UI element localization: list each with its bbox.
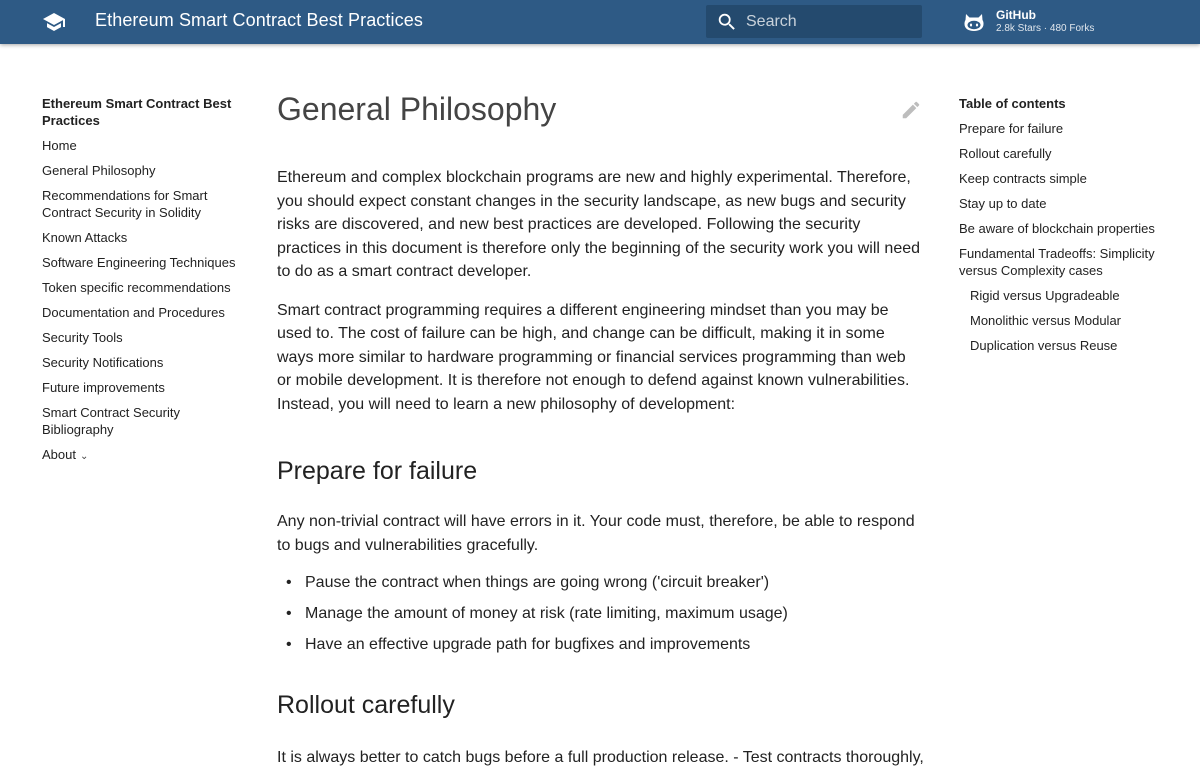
toc-subitem-duplication-vs-reuse[interactable]: Duplication versus Reuse bbox=[970, 338, 1118, 353]
toc-item-rollout-carefully[interactable]: Rollout carefully bbox=[959, 146, 1052, 161]
repo-name: GitHub bbox=[996, 8, 1036, 22]
sidebar-nav bbox=[42, 95, 247, 473]
intro-paragraph-1: Ethereum and complex blockchain programs are new and highly experimental. Therefore, you should expect constant changes in the security landscape, as new bugs and security risks are discovered, and new best practices are developed. Following the security practices in this document is therefore only the beginning of the security work you will need to do as a smart contract developer. bbox=[277, 169, 921, 280]
section-paragraph-prepare: Any non-trivial contract will have errors in it. Your code must, therefore, be able to respond to bugs and vulnerabilities gracefully. bbox=[277, 513, 915, 554]
section-heading-prepare-for-failure: Prepare for failure bbox=[277, 457, 478, 485]
school-icon[interactable] bbox=[42, 10, 66, 34]
toc-subitem-rigid-vs-upgradeable[interactable]: Rigid versus Upgradeable bbox=[970, 288, 1120, 303]
search-icon bbox=[716, 11, 738, 33]
nav-item-documentation[interactable]: Documentation and Procedures bbox=[42, 305, 225, 320]
nav-item-software-engineering[interactable]: Software Engineering Techniques bbox=[42, 255, 236, 270]
toc-item-prepare-for-failure[interactable]: Prepare for failure bbox=[959, 121, 1064, 136]
intro-paragraph-2: Smart contract programming requires a different engineering mindset than you may be used to. The cost of failure can be high, and change can be difficult, making it in some ways more similar to hardware programming or financial services programming than web or mobile development. It is therefore not enough to defend against known vulnerabilities. Instead, you will need to learn a new philosophy of development: bbox=[277, 301, 910, 413]
nav-item-known-attacks[interactable]: Known Attacks bbox=[42, 230, 128, 245]
search-box[interactable] bbox=[706, 5, 922, 38]
page-title: General Philosophy bbox=[277, 91, 557, 127]
toc-title: Table of contents bbox=[959, 96, 1066, 111]
list-item: • Pause the contract when things are going wrong ('circuit breaker') bbox=[277, 573, 922, 593]
toc-item-keep-contracts-simple[interactable]: Keep contracts simple bbox=[959, 171, 1087, 186]
github-repo-link[interactable] bbox=[960, 6, 1180, 38]
nav-item-general-philosophy[interactable]: General Philosophy bbox=[42, 163, 156, 178]
section-heading-rollout-carefully: Rollout carefully bbox=[277, 691, 455, 719]
nav-item-home[interactable]: Home bbox=[42, 138, 77, 153]
nav-item-about-label: About bbox=[42, 447, 76, 462]
nav-item-bibliography[interactable]: Smart Contract Security Bibliography bbox=[42, 405, 180, 437]
github-icon bbox=[962, 10, 986, 34]
repo-stats: 2.8k Stars · 480 Forks bbox=[996, 23, 1095, 34]
nav-item-security-notifications[interactable]: Security Notifications bbox=[42, 355, 164, 370]
section-paragraph-rollout: It is always better to catch bugs before a full production release. - Test contracts thoroughly, bbox=[277, 749, 924, 766]
toc-item-fundamental-tradeoffs[interactable]: Fundamental Tradeoffs: Simplicity versus Complexity cases bbox=[959, 246, 1155, 278]
nav-item-future-improvements[interactable]: Future improvements bbox=[42, 380, 165, 395]
nav-title[interactable]: Ethereum Smart Contract Best Practices bbox=[42, 96, 232, 128]
list-item: • Have an effective upgrade path for bugfixes and improvements bbox=[277, 635, 922, 655]
site-title[interactable]: Ethereum Smart Contract Best Practices bbox=[95, 10, 423, 30]
nav-item-token-recommendations[interactable]: Token specific recommendations bbox=[42, 280, 231, 295]
list-item: • Manage the amount of money at risk (rate limiting, maximum usage) bbox=[277, 604, 922, 624]
nav-item-security-tools[interactable]: Security Tools bbox=[42, 330, 123, 345]
chevron-down-icon: ⌄ bbox=[79, 451, 89, 462]
nav-item-recommendations[interactable]: Recommendations for Smart Contract Security in Solidity bbox=[42, 188, 208, 220]
toc-item-stay-up-to-date[interactable]: Stay up to date bbox=[959, 196, 1047, 211]
table-of-contents bbox=[959, 95, 1159, 362]
toc-item-blockchain-properties[interactable]: Be aware of blockchain properties bbox=[959, 221, 1155, 236]
top-header bbox=[0, 0, 1200, 44]
bullet-list bbox=[277, 573, 922, 655]
toc-subitem-monolithic-vs-modular[interactable]: Monolithic versus Modular bbox=[970, 313, 1122, 328]
nav-item-about[interactable] bbox=[42, 446, 247, 465]
main-content bbox=[277, 88, 922, 770]
search-input[interactable] bbox=[746, 5, 916, 38]
